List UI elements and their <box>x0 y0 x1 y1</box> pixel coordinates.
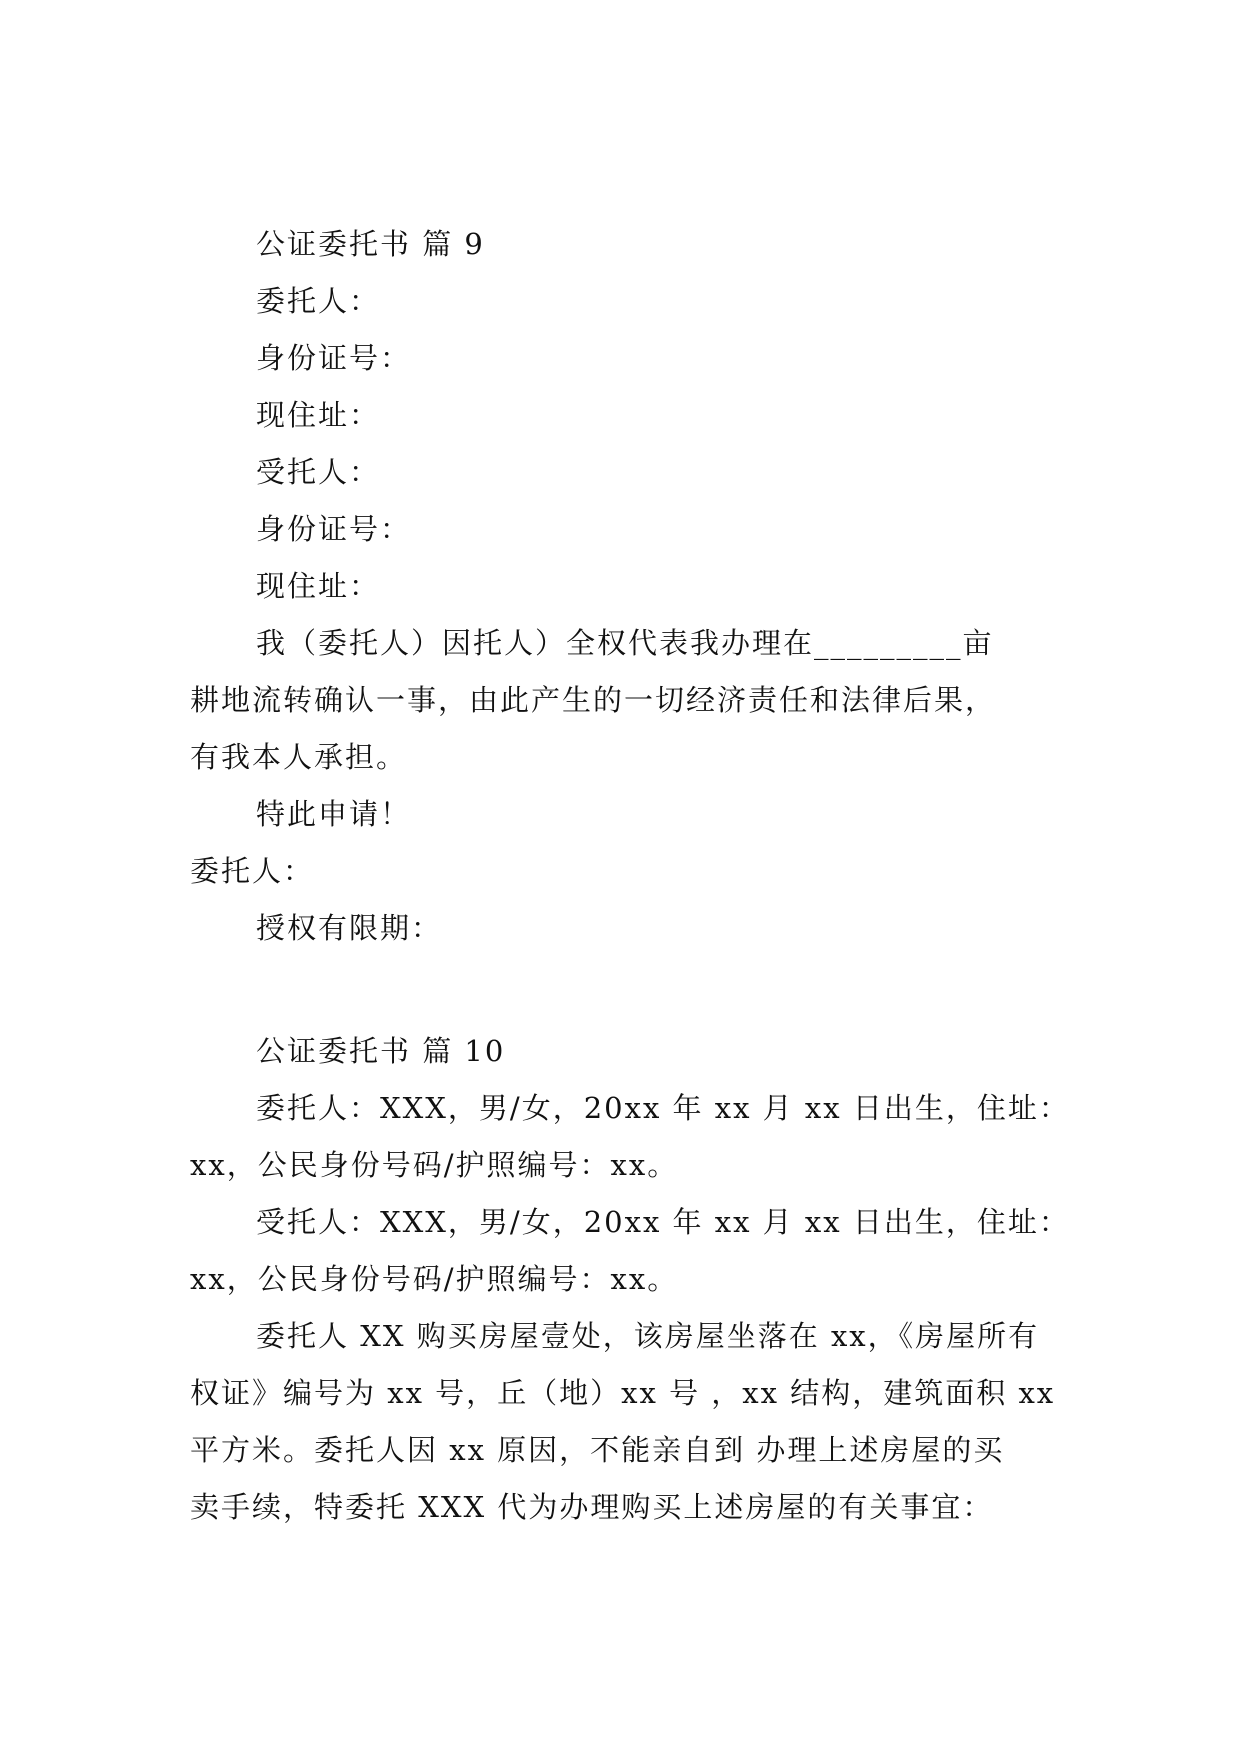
section10-agent-line-1: 受托人：XXX，男/女，20xx 年 xx 月 xx 日出生，住址： <box>256 1205 1070 1239</box>
section9-body-line-2: 耕地流转确认一事，由此产生的一切经济责任和法律后果， <box>190 683 997 717</box>
section10-body-line-4: 卖手续，特委托 XXX 代为办理购买上述房屋的有关事宜： <box>190 1490 994 1524</box>
section10-body-line-1: 委托人 XX 购买房屋壹处，该房屋坐落在 xx，《房屋所有 <box>256 1319 1040 1353</box>
section10-body-line-2: 权证》编号为 xx 号，丘（地）xx 号 ，xx 结构，建筑面积 xx <box>190 1376 1056 1410</box>
section9-closing: 特此申请！ <box>256 797 412 831</box>
section9-principal-label: 委托人： <box>256 284 381 318</box>
section10-principal-line-1: 委托人：XXX，男/女，20xx 年 xx 月 xx 日出生，住址： <box>256 1091 1070 1125</box>
section10-title: 公证委托书 篇 10 <box>256 1034 506 1068</box>
section9-principal-id-label: 身份证号： <box>256 341 412 375</box>
section9-title: 公证委托书 篇 9 <box>256 227 485 261</box>
section10-body-line-3: 平方米。委托人因 xx 原因，不能亲自到 办理上述房屋的买 <box>190 1433 1005 1467</box>
section10-agent-line-2: xx，公民身份号码/护照编号：xx。 <box>190 1262 679 1296</box>
section10-principal-line-2: xx，公民身份号码/护照编号：xx。 <box>190 1148 679 1182</box>
section9-body-line-3: 有我本人承担。 <box>190 740 408 774</box>
section9-agent-label: 受托人： <box>256 455 381 489</box>
section9-agent-id-label: 身份证号： <box>256 512 412 546</box>
section9-validity-label: 授权有限期： <box>256 911 443 945</box>
section9-body-line-1: 我（委托人）因托人）全权代表我办理在_________亩 <box>256 626 994 660</box>
section9-signature-label: 委托人： <box>190 854 315 888</box>
section9-agent-address-label: 现住址： <box>256 569 381 603</box>
section9-principal-address-label: 现住址： <box>256 398 381 432</box>
